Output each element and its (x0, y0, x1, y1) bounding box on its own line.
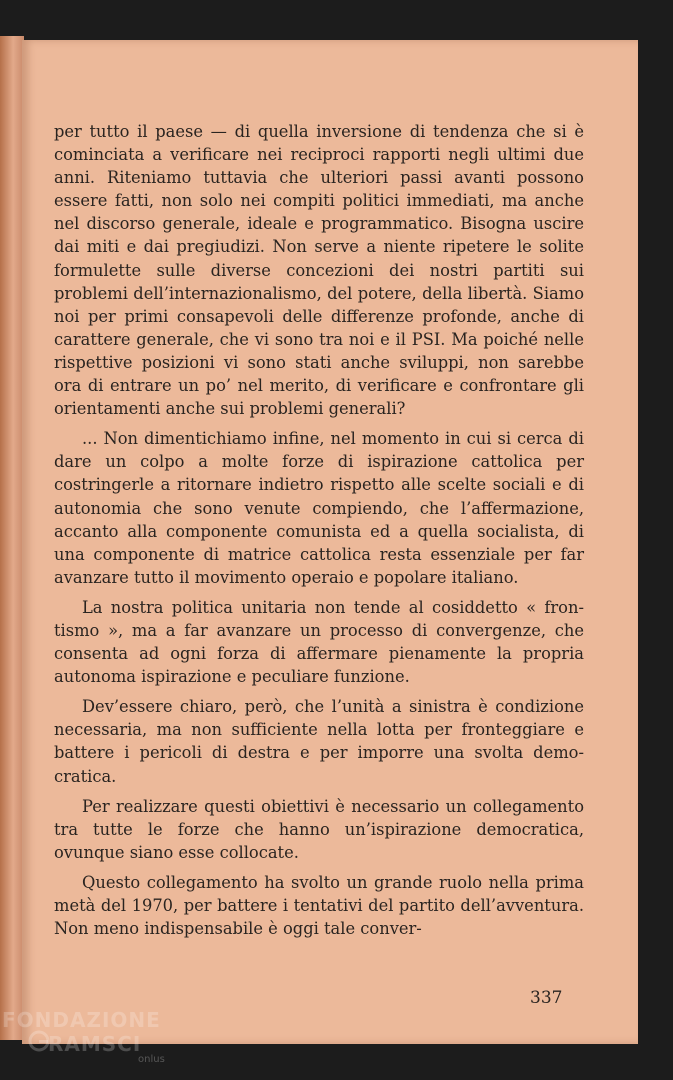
watermark-line-3: onlus (138, 1054, 165, 1065)
page-sheet (22, 40, 638, 1044)
body-text (54, 120, 584, 940)
paragraph-5: Per realizzare questi obiettivi è necessario un collegamento tra tutte le forze che hanno un’ispirazione democratica, ovunque siano esse collocate. (54, 796, 584, 862)
paragraph-1: per tutto il paese — di quella inversione di tendenza che si è cominciata a verificare nei reciproci rapporti negli ultimi due anni. Riteniamo tuttavia che ulteriori passi avanti possono essere fatti, non solo nei compiti politici immediati, ma anche nel discorso generale, ideale e programmatico. Bisogna uscire dai miti e dai pregiudizi. Non serve a niente ripetere le solite formulette sulle diverse concezioni dei nostri partiti sui problemi dell’internazionalismo, del potere, della libertà. Siamo noi per primi consapevoli delle differenze profonde, anche di carattere generale, che vi sono tra noi e il PSI. Ma poiché nelle rispettive posizioni vi sono stati anche sviluppi, non sarebbe ora di entrare un po’ nel merito, di verificare e confrontare gli orientamenti anche sui problemi generali? (54, 122, 584, 419)
paragraph-3: La nostra politica unitaria non tende al cosiddetto « frontismo », ma a far avanzare un processo di convergenze, che consenta ad ogni forza di affermare pienamente la propria autonoma ispirazione e peculiare funzione. (54, 597, 584, 687)
page-number: 337 (530, 988, 563, 1008)
fondazione-gramsci-watermark (2, 1006, 202, 1076)
watermark-line-1: FONDAZIONE (2, 1008, 161, 1032)
paragraph-2: ... Non dimentichiamo infine, nel momento in cui si cerca di dare un colpo a molte forze di ispirazione cattolica per costringerle a ritornare indietro rispetto alle scelte sociali e di autonomia che sono venute compiendo, che l’affermazione, accanto alla componente comunista ed a quella socialista, di una componente di matrice cattolica resta essenziale per far avanzare tutto il movimento operaio e popolare italiano. (54, 429, 584, 587)
paragraph-6: Questo collegamento ha svolto un grande ruolo nella prima metà del 1970, per battere i tentativi del partito dell’avventura. Non meno indispensabile è oggi tale conver- (54, 872, 584, 939)
book-spine-edge (0, 36, 24, 1040)
paragraph-4: Dev’essere chiaro, però, che l’unità a sinistra è condizione necessaria, ma non sufficiente nella lotta per fronteggiare e battere i pericoli di destra e per imporre una svolta democratica. (54, 697, 584, 786)
watermark-g-logo-icon (28, 1030, 50, 1052)
watermark-line-2: RAMSCI (48, 1032, 142, 1056)
